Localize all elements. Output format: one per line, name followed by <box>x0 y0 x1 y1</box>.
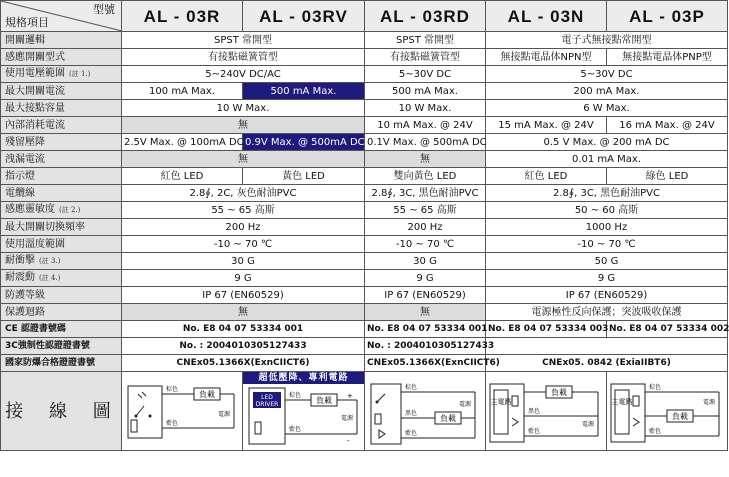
cell-ab: 2.8∮, 2C, 灰色耐油PVC <box>122 185 365 202</box>
wiring-n <box>486 372 607 451</box>
cell-np: 50 G <box>486 253 728 270</box>
cell-ab: CNEx05.1366X(ExnCIICT6) <box>122 355 365 372</box>
row-protection-grade <box>1 287 728 304</box>
cell-rd: 500 mA Max. <box>365 83 486 100</box>
row-label-text: 耐衝擊 <box>5 255 35 266</box>
row-vibration <box>1 270 728 287</box>
row-label-text: 耐震動 <box>5 272 35 283</box>
row-label <box>1 270 122 287</box>
row-cable <box>1 185 728 202</box>
cell-rd: 10 mA Max. @ 24V <box>365 117 486 134</box>
cell-rv: 黃色 LED <box>243 168 365 185</box>
power-label: 電源 <box>217 411 230 418</box>
cell-rd: 9 G <box>365 270 486 287</box>
load-label: 負載 <box>199 390 215 399</box>
row-label: 指示燈 <box>1 168 122 185</box>
note-2: (註 2.) <box>59 206 81 214</box>
led-driver-line1: LED <box>261 394 273 401</box>
blue-label: 藍色 <box>405 430 418 437</box>
row-label: 開關邏輯 <box>1 32 122 49</box>
wiring-diagram-rd <box>365 372 486 450</box>
cell-rv-highlight: 0.9V Max. @ 500mA DC <box>243 134 365 151</box>
row-label: CE 認證書號碼 <box>1 321 122 338</box>
cell-rd: 10 W Max. <box>365 100 486 117</box>
row-label: 感應開關型式 <box>1 49 122 66</box>
cell-rd: SPST 常開型 <box>365 32 486 49</box>
row-sensitivity <box>1 202 728 219</box>
cell-np: 電源極性反向保護；突波吸收保護 <box>486 304 728 321</box>
ultra-low-drop-banner: 超低壓降、專利電路 <box>243 372 364 384</box>
cell-r: 100 mA Max. <box>122 83 243 100</box>
brown-label: 棕色 <box>405 384 418 391</box>
model-header-r: AL - 03R <box>122 1 243 32</box>
cell-np <box>486 338 728 355</box>
cell-r: 紅色 LED <box>122 168 243 185</box>
row-label: 防護等級 <box>1 287 122 304</box>
model-header-rd: AL - 03RD <box>365 1 486 32</box>
wiring-diagram-pnp <box>607 372 728 450</box>
cell-np: 2.8∮, 3C, 黑色耐油PVC <box>486 185 728 202</box>
corner-top-label: 型號 <box>93 3 115 16</box>
note-3: (註 3.) <box>39 257 61 265</box>
load-label: 負載 <box>551 388 567 397</box>
model-header-rv: AL - 03RV <box>243 1 365 32</box>
row-label: 最大開關切換頻率 <box>1 219 122 236</box>
wiring-p <box>607 372 728 451</box>
cell-ab: 200 Hz <box>122 219 365 236</box>
cell-ab: 無 <box>122 304 365 321</box>
wiring-diagram-npn <box>486 372 607 450</box>
cell-rd: 55 ~ 65 高斯 <box>365 202 486 219</box>
brown-label: 棕色 <box>166 386 179 393</box>
cell-np: 0.5 V Max. @ 200 mA DC <box>486 134 728 151</box>
blue-label: 藍色 <box>528 428 541 435</box>
cell-ab: 9 G <box>122 270 365 287</box>
led-driver-line2: DRIVER <box>255 401 279 408</box>
cell-ab: 5~240V DC/AC <box>122 66 365 83</box>
brown-label: 棕色 <box>649 384 662 391</box>
row-wiring <box>1 372 728 451</box>
cell-rd: -10 ~ 70 ℃ <box>365 236 486 253</box>
cell-np: 5~30V DC <box>486 66 728 83</box>
cell-np: IP 67 (EN60529) <box>486 287 728 304</box>
row-shock <box>1 253 728 270</box>
row-switch-freq <box>1 219 728 236</box>
row-residual-voltage <box>1 134 728 151</box>
row-max-contact <box>1 100 728 117</box>
row-voltage <box>1 66 728 83</box>
cell-ab: IP 67 (EN60529) <box>122 287 365 304</box>
cell-rd: 雙向黃色 LED <box>365 168 486 185</box>
wiring-rv <box>243 372 365 451</box>
cell-p: 無接點電晶体PNP型 <box>607 49 728 66</box>
row-label: 保護迴路 <box>1 304 122 321</box>
power-label: 電源 <box>581 421 594 428</box>
cell-ab: No. E8 04 07 53334 001 <box>122 321 365 338</box>
cell-np: 9 G <box>486 270 728 287</box>
model-header-p: AL - 03P <box>607 1 728 32</box>
wiring-rd <box>365 372 486 451</box>
cell-ab: 30 G <box>122 253 365 270</box>
row-temperature <box>1 236 728 253</box>
row-leakage <box>1 151 728 168</box>
blue-label: 藍色 <box>289 426 302 433</box>
row-switch-type <box>1 49 728 66</box>
cell-ab: 無 <box>122 151 365 168</box>
power-label: 電源 <box>340 415 353 422</box>
main-circuit-label: 主電路 <box>490 398 512 406</box>
cell-np: 200 mA Max. <box>486 83 728 100</box>
load-label: 負載 <box>316 396 332 405</box>
cell-rv-highlight: 500 mA Max. <box>243 83 365 100</box>
row-label: 電纜線 <box>1 185 122 202</box>
row-label: 內部消耗電流 <box>1 117 122 134</box>
model-header-n: AL - 03N <box>486 1 607 32</box>
row-label: 3C強制性認證證書號 <box>1 338 122 355</box>
cell-p: No. E8 04 07 53334 002 <box>607 321 728 338</box>
row-explosion <box>1 355 728 372</box>
power-label: 電源 <box>458 401 471 408</box>
row-label <box>1 253 122 270</box>
load-label: 負載 <box>440 414 456 423</box>
cell-np: 1000 Hz <box>486 219 728 236</box>
cell-rd: No. : 2004010305127433 <box>365 338 486 355</box>
row-label-text: 感應靈敏度 <box>5 204 55 215</box>
cell-np: 6 W Max. <box>486 100 728 117</box>
row-label: 殘留壓降 <box>1 134 122 151</box>
cell-rd: 5~30V DC <box>365 66 486 83</box>
cell-rd: 30 G <box>365 253 486 270</box>
cell-n: 無接點電晶体NPN型 <box>486 49 607 66</box>
cell-p: 16 mA Max. @ 24V <box>607 117 728 134</box>
cell-ab: 有接點磁簧管型 <box>122 49 365 66</box>
brown-label: 棕色 <box>289 392 302 399</box>
cell-p: 綠色 LED <box>607 168 728 185</box>
row-internal-consumption <box>1 117 728 134</box>
row-label: 最大開關電流 <box>1 83 122 100</box>
cell-ab: No. : 2004010305127433 <box>122 338 365 355</box>
cell-ab: 無 <box>122 117 365 134</box>
power-label: 電源 <box>702 399 715 406</box>
cell-ab: SPST 常開型 <box>122 32 365 49</box>
cell-np: -10 ~ 70 ℃ <box>486 236 728 253</box>
cell-np: CNEx05. 0842 (ExiaIIBT6) <box>486 355 728 372</box>
row-label <box>1 66 122 83</box>
wiring-diagram-reed <box>122 372 243 450</box>
cell-rd: CNEx05.1366X(ExnCIICT6) <box>365 355 486 372</box>
row-label: 最大接點容量 <box>1 100 122 117</box>
wiring-label: 接 線 圖 <box>1 372 122 451</box>
row-label: 國家防爆合格證證書號 <box>1 355 122 372</box>
cell-ab: 55 ~ 65 高斯 <box>122 202 365 219</box>
cell-np: 50 ~ 60 高斯 <box>486 202 728 219</box>
cell-rd: 無 <box>365 304 486 321</box>
cell-n: 紅色 LED <box>486 168 607 185</box>
cell-rd: 200 Hz <box>365 219 486 236</box>
cell-rd: IP 67 (EN60529) <box>365 287 486 304</box>
black-label: 黑色 <box>528 408 541 415</box>
wiring-r <box>122 372 243 451</box>
row-protection-circuit <box>1 304 728 321</box>
cell-rd: No. E8 04 07 53334 001 <box>365 321 486 338</box>
load-label: 負載 <box>672 412 688 421</box>
minus-sign: - <box>347 437 350 445</box>
note-4: (註 4.) <box>39 274 61 282</box>
row-switch-logic <box>1 32 728 49</box>
row-label-text: 使用電壓範圍 <box>5 68 65 79</box>
row-label: 使用溫度範圍 <box>1 236 122 253</box>
blue-label: 藍色 <box>166 420 179 427</box>
cell-r: 2.5V Max. @ 100mA DC <box>122 134 243 151</box>
cell-np: 0.01 mA Max. <box>486 151 728 168</box>
plus-sign: + <box>347 392 353 400</box>
black-label: 黑色 <box>405 410 418 417</box>
cell-np: 電子式無接點常開型 <box>486 32 728 49</box>
cell-ab: -10 ~ 70 ℃ <box>122 236 365 253</box>
cell-n: 15 mA Max. @ 24V <box>486 117 607 134</box>
row-ccc <box>1 338 728 355</box>
cell-rd: 無 <box>365 151 486 168</box>
wiring-diagram-rv <box>243 372 365 450</box>
main-circuit-label: 主電路 <box>611 398 633 406</box>
row-max-current <box>1 83 728 100</box>
corner-bottom-label: 規格項目 <box>5 16 49 29</box>
note-1: (註 1.) <box>69 70 91 78</box>
row-indicator <box>1 168 728 185</box>
cell-rd: 有接點磁簧管型 <box>365 49 486 66</box>
header-row <box>1 1 728 32</box>
row-ce <box>1 321 728 338</box>
cell-ab: 10 W Max. <box>122 100 365 117</box>
row-label <box>1 202 122 219</box>
cell-rd: 0.1V Max. @ 500mA DC <box>365 134 486 151</box>
cell-rd: 2.8∮, 3C, 黑色耐油PVC <box>365 185 486 202</box>
row-label: 洩漏電流 <box>1 151 122 168</box>
blue-label: 藍色 <box>649 428 662 435</box>
corner-cell <box>1 1 122 32</box>
cell-n: No. E8 04 07 53334 003 <box>486 321 607 338</box>
